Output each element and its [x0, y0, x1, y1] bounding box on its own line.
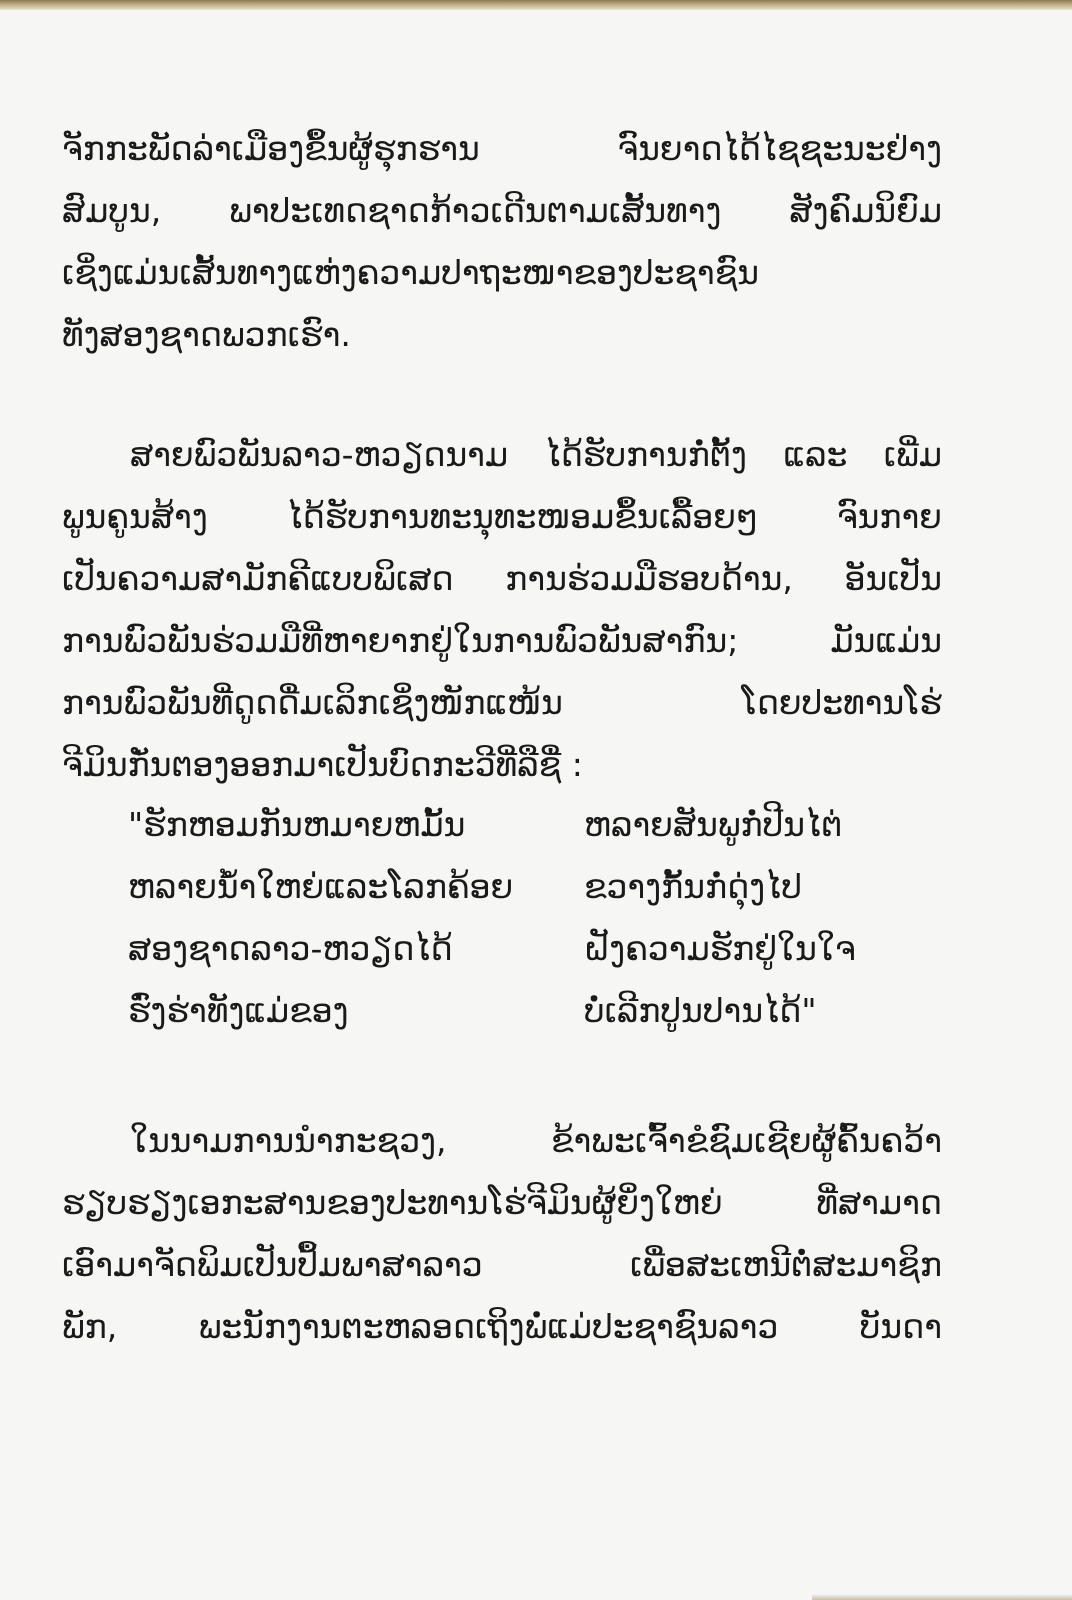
text-line: ເອົາມາຈັດພິມເປັນປຶ້ມພາສາລາວ ເພື່ອສະເຫນີຕໍ່ສະມາຊິກ: [62, 1245, 942, 1284]
page-bottom-edge: [812, 1594, 1072, 1600]
text-line: ການພົວພັນທີ່ດູດດື່ມເລິກເຊິ່ງໜັກແໜ້ນ ໂດຍປະທານໂຮ່: [62, 683, 942, 722]
poem-left-verse: "ຮັກຫອມກັນຫມາຍຫມັ້ນ: [128, 805, 466, 844]
text-line: ເປັນຄວາມສາມັກຄີແບບພິເສດ ການຮ່ວມມືຮອບດ້ານ, ອັນເປັນ: [62, 559, 942, 598]
text-line: ເຊິ່ງແມ່ນເສັ້ນທາງແຫ່ງຄວາມປາຖະໜາຂອງປະຊາຊົນ: [62, 253, 760, 292]
text-line: ຈີມິນກັ່ນຕອງອອກມາເປັນບົດກະວີທີ່ລືຊື່ :: [62, 745, 583, 784]
paragraph-3: [62, 1110, 942, 1358]
poem-row: [128, 794, 908, 856]
poem-right-verse: ບໍ່ເລີກປູນປານໄດ້": [584, 991, 817, 1030]
poem-block: [128, 794, 908, 1042]
poem-row: [128, 918, 908, 980]
text-line: ສາຍພົວພັນລາວ-ຫວຽດນາມ ໄດ້ຮັບການກໍ່ຕັ້ງ ແລະ ເພີ່ມ: [130, 435, 942, 474]
text-line: ສົມບູນ, ພາປະເທດຊາດກ້າວເດີນຕາມເສັ້ນທາງ ສັງຄົມນິຍົມ: [62, 191, 942, 230]
poem-left-verse: ຫລາຍນ້ຳໃຫຍ່ແລະໂລກຄ້ອຍ: [128, 867, 514, 906]
text-line: ຮຽບຮຽງເອກະສານຂອງປະທານໂຮ່ຈີມິນຜູ້ຍິ່ງໃຫຍ່ ທີ່ສາມາດ: [62, 1183, 942, 1222]
poem-left-verse: ຮົ່ງຮ່າທັງແມ່ຂອງ: [128, 991, 349, 1030]
paragraph-1: [62, 118, 942, 366]
poem-left-verse: ສອງຊາດລາວ-ຫວຽດໄດ້: [128, 929, 453, 968]
text-line: ການພົວພັນຮ່ວມມືທີ່ຫາຍາກຢູ່ໃນການພົວພັນສາກົນ; ມັນແມ່ນ: [62, 621, 942, 660]
text-line: ໃນນາມການນຳກະຊວງ, ຂ້າພະເຈົ້າຂໍຊົມເຊີຍຜູ້ຄົ້ນຄວ້າ: [130, 1121, 942, 1160]
poem-right-verse: ຫລາຍສັນພູກໍ່ປີນໄຕ່: [584, 805, 843, 844]
poem-row: [128, 856, 908, 918]
text-line: ພັກ, ພະນັກງານຕະຫລອດເຖິງພໍ່ແມ່ປະຊາຊົນລາວ ບັນດາ: [62, 1307, 942, 1346]
poem-right-verse: ຝັງຄວາມຮັກຢູ່ໃນໃຈ: [584, 929, 856, 968]
poem-right-verse: ຂວາງກັ້ນກໍ່ດຸ່ງໄປ: [584, 867, 802, 906]
poem-row: [128, 980, 908, 1042]
text-line: ທັງສອງຊາດພວກເຮົາ.: [62, 315, 351, 354]
text-line: ພູນຄູນສ້າງ ໄດ້ຮັບການທະນຸທະໜອມຂຶ້ນເລື້ອຍໆ ຈົນກາຍ: [62, 497, 942, 536]
text-line: ຈັກກະພັດລ່າເມືອງຂຶ້ນຜູ້ຮຸກຮານ ຈົນຍາດໄດ້ໄຊຊະນະຢ່າງ: [62, 129, 942, 168]
paragraph-2: [62, 424, 942, 796]
